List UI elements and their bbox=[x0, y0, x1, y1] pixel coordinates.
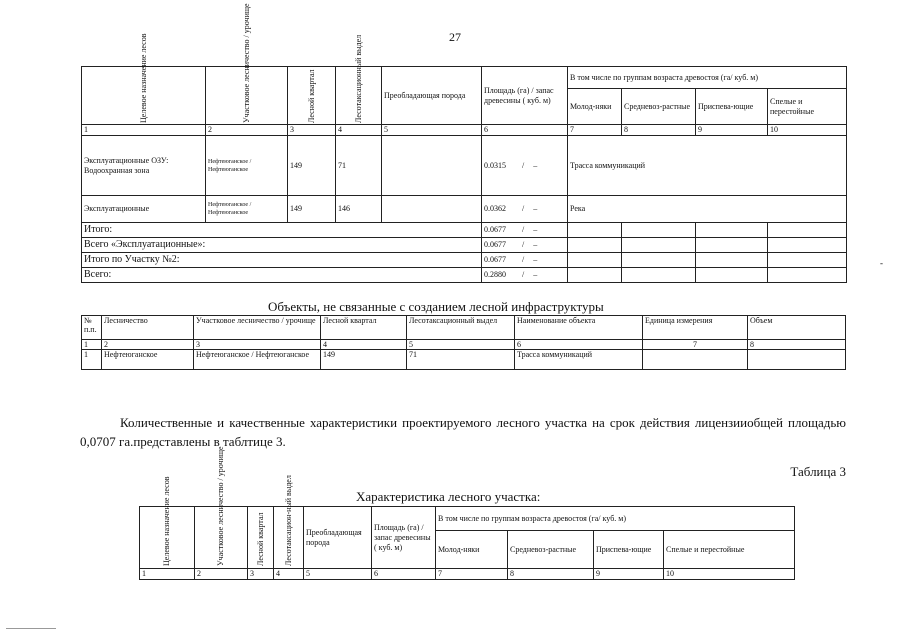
header-forestry: Лесничество bbox=[102, 316, 194, 340]
row-district: Нефтеюганское / Нефтеюганское bbox=[206, 196, 288, 223]
row-purpose: Эксплуатационные ОЗУ: Водоохранная зона bbox=[82, 136, 206, 196]
total-area: 0.0677 / – bbox=[482, 238, 568, 253]
row-taxation: 146 bbox=[336, 196, 382, 223]
column-number-row bbox=[82, 125, 847, 136]
table-label: Таблица 3 bbox=[790, 464, 846, 479]
header-taxation: Лесотаксацион-ный выдел bbox=[274, 507, 304, 569]
col-number: 1 bbox=[82, 125, 206, 136]
row-object: Река bbox=[568, 196, 847, 223]
total-area: 0.0677 / – bbox=[482, 253, 568, 268]
header-taxation: Лесотаксационный выдел bbox=[336, 67, 382, 125]
row-breed bbox=[382, 136, 482, 196]
header-district: Участковое лесничество / урочище bbox=[206, 67, 288, 125]
header-district: Участковое лесничество / урочище bbox=[195, 507, 248, 569]
header-volume: Объем bbox=[748, 316, 846, 340]
col-number: 7 bbox=[643, 340, 748, 350]
col-number: 2 bbox=[102, 340, 194, 350]
body-paragraph: Количественные и качественные характеристики проектируемого лесного участка на срок действия лицензииобщей площадью 0,0707 га.представлены в таблтице 3. bbox=[80, 415, 846, 449]
col-number: 3 bbox=[194, 340, 321, 350]
row-area: 0.0315 / – bbox=[482, 136, 568, 196]
row-number: 1 bbox=[82, 350, 102, 370]
total-label: Итого: bbox=[82, 223, 482, 238]
objects-table-title: Объекты, не связанные с созданием лесной инфраструктуры bbox=[268, 299, 604, 314]
total-row bbox=[82, 268, 847, 283]
table-row bbox=[82, 350, 846, 370]
header-mature: Спелые и перестойные bbox=[664, 531, 795, 569]
col-number: 1 bbox=[82, 340, 102, 350]
table-row bbox=[82, 196, 847, 223]
col-number: 3 bbox=[248, 569, 274, 580]
header-middle: Средневоз-растные bbox=[508, 531, 594, 569]
header-age-groups: В том числе по группам возраста древостоя (га/ куб. м) bbox=[436, 507, 795, 531]
row-object-name: Трасса коммуникаций bbox=[515, 350, 643, 370]
row-quarter: 149 bbox=[288, 196, 336, 223]
row-purpose: Эксплуатационные bbox=[82, 196, 206, 223]
col-number: 5 bbox=[407, 340, 515, 350]
col-number: 8 bbox=[748, 340, 846, 350]
row-taxation: 71 bbox=[336, 136, 382, 196]
header-quarter: Лесной квартал bbox=[288, 67, 336, 125]
header-purpose: Целевое назначение лесов bbox=[140, 507, 195, 569]
header-mature: Спелые и перестойные bbox=[768, 89, 847, 125]
row-taxation: 71 bbox=[407, 350, 515, 370]
row-object: Трасса коммуникаций bbox=[568, 136, 847, 196]
row-unit bbox=[643, 350, 748, 370]
row-district: Нефтеюганское / Нефтеюганское bbox=[194, 350, 321, 370]
col-number: 5 bbox=[304, 569, 372, 580]
header-quarter: Лесной квартал bbox=[248, 507, 274, 569]
table-row bbox=[82, 136, 847, 196]
col-number: 1 bbox=[140, 569, 195, 580]
header-young: Молод-няки bbox=[568, 89, 622, 125]
header-breed: Преобладающая порода bbox=[304, 507, 372, 569]
col-number: 6 bbox=[372, 569, 436, 580]
col-number: 2 bbox=[195, 569, 248, 580]
header-middle: Средневоз-растные bbox=[622, 89, 696, 125]
col-number: 2 bbox=[206, 125, 288, 136]
header-district: Участковое лесничество / урочище bbox=[194, 316, 321, 340]
total-label: Всего: bbox=[82, 268, 482, 283]
col-number: 5 bbox=[382, 125, 482, 136]
col-number: 9 bbox=[696, 125, 768, 136]
header-taxation: Лесотаксационный выдел bbox=[407, 316, 515, 340]
total-row bbox=[82, 238, 847, 253]
side-mark: - bbox=[880, 258, 883, 268]
col-number: 9 bbox=[594, 569, 664, 580]
total-area: 0.2880 / – bbox=[482, 268, 568, 283]
row-quarter: 149 bbox=[321, 350, 407, 370]
col-number: 4 bbox=[336, 125, 382, 136]
col-number: 6 bbox=[515, 340, 643, 350]
row-area: 0.0362 / – bbox=[482, 196, 568, 223]
row-district: Нефтеюганское / Нефтеюганское bbox=[206, 136, 288, 196]
footer-rule bbox=[6, 628, 56, 629]
header-quarter: Лесной квартал bbox=[321, 316, 407, 340]
header-object-name: Наименование объекта bbox=[515, 316, 643, 340]
header-area: Площадь (га) / запас древесины ( куб. м) bbox=[482, 67, 568, 125]
col-number: 10 bbox=[768, 125, 847, 136]
objects-table bbox=[81, 315, 846, 370]
col-number: 7 bbox=[436, 569, 508, 580]
col-number: 7 bbox=[568, 125, 622, 136]
column-number-row bbox=[82, 340, 846, 350]
header-purpose: Целевое назначение лесов bbox=[82, 67, 206, 125]
total-label: Всего «Эксплуатационные»: bbox=[82, 238, 482, 253]
header-number: № п.п. bbox=[82, 316, 102, 340]
col-number: 3 bbox=[288, 125, 336, 136]
characteristics-table-title: Характеристика лесного участка: bbox=[356, 489, 541, 504]
total-label: Итого по Участку №2: bbox=[82, 253, 482, 268]
page-number: 27 bbox=[449, 30, 461, 44]
header-area: Площадь (га) / запас древесины ( куб. м) bbox=[372, 507, 436, 569]
col-number: 6 bbox=[482, 125, 568, 136]
col-number: 4 bbox=[274, 569, 304, 580]
row-quarter: 149 bbox=[288, 136, 336, 196]
col-number: 8 bbox=[622, 125, 696, 136]
row-volume bbox=[748, 350, 846, 370]
total-row bbox=[82, 253, 847, 268]
header-young: Молод-няки bbox=[436, 531, 508, 569]
col-number: 10 bbox=[664, 569, 795, 580]
row-forestry: Нефтеюганское bbox=[102, 350, 194, 370]
header-unit: Единица измерения bbox=[643, 316, 748, 340]
row-breed bbox=[382, 196, 482, 223]
header-ripening: Приспева-ющие bbox=[696, 89, 768, 125]
col-number: 8 bbox=[508, 569, 594, 580]
header-breed: Преобладающая порода bbox=[382, 67, 482, 125]
total-row bbox=[82, 223, 847, 238]
total-area: 0.0677 / – bbox=[482, 223, 568, 238]
header-age-groups: В том числе по группам возраста древостоя (га/ куб. м) bbox=[568, 67, 847, 89]
col-number: 4 bbox=[321, 340, 407, 350]
header-ripening: Приспева-ющие bbox=[594, 531, 664, 569]
column-number-row bbox=[140, 569, 795, 580]
